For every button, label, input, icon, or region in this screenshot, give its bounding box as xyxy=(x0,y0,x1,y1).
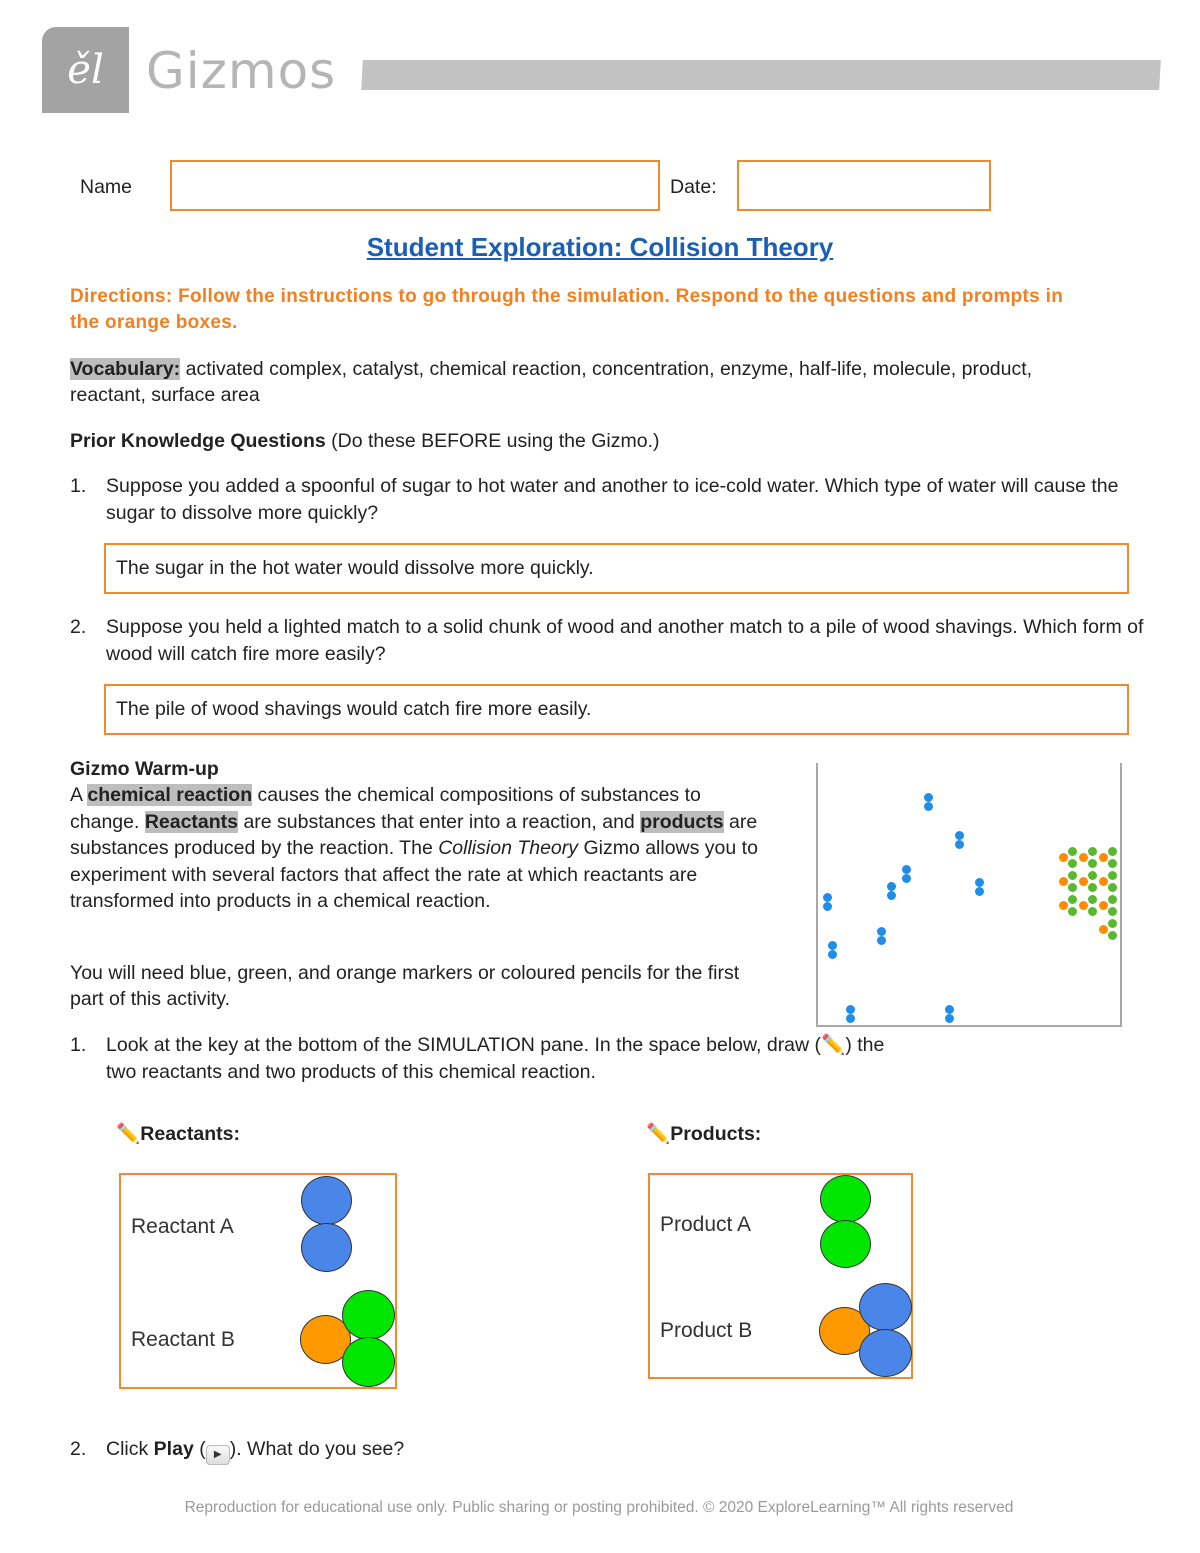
product-molecule-atom xyxy=(1068,883,1077,892)
answer-box-1[interactable]: The sugar in the hot water would dissolve more quickly. xyxy=(104,543,1129,594)
product-molecule-atom xyxy=(1088,871,1097,880)
product-b-label: Product B xyxy=(660,1319,753,1342)
warmup-heading: Gizmo Warm-up xyxy=(70,758,219,780)
product-a-atom xyxy=(820,1175,871,1223)
product-molecule-atom xyxy=(1099,925,1108,934)
product-molecule-atom xyxy=(1079,877,1088,886)
product-a-atom xyxy=(820,1220,871,1268)
prior-note: (Do these BEFORE using the Gizmo.) xyxy=(325,430,660,452)
reactant-molecule-atom xyxy=(975,878,984,887)
reactant-molecule-atom xyxy=(902,865,911,874)
pencil-icon: ✏️ xyxy=(821,1034,846,1056)
reactant-molecule-atom xyxy=(902,874,911,883)
product-b-atom xyxy=(859,1329,912,1377)
directions: Directions: Follow the instructions to go through the simulation. Respond to the questions and prompts in the orange boxes. xyxy=(70,286,1064,333)
warmup-paragraph: A chemical reaction causes the chemical compositions of substances to change. Reactants are substances that enter into a reaction, and products are substances produced by the reaction. The Collision Theory Gizmo allows you to experiment with several factors that affect the rate at which reactants are transformed into products in a chemical reaction. xyxy=(70,784,758,912)
product-b-atom xyxy=(859,1283,912,1331)
product-molecule-atom xyxy=(1108,931,1117,940)
materials-paragraph: You will need blue, green, and orange markers or coloured pencils for the first part of this activity. xyxy=(70,962,740,1010)
vocabulary xyxy=(70,356,1070,408)
product-molecule-atom xyxy=(1088,907,1097,916)
reactant-molecule-atom xyxy=(975,887,984,896)
reactant-molecule-atom xyxy=(828,941,837,950)
product-molecule-atom xyxy=(1088,883,1097,892)
product-molecule-atom xyxy=(1088,859,1097,868)
prior-question-2 xyxy=(70,614,1150,668)
product-molecule-atom xyxy=(1108,895,1117,904)
prior-question-1 xyxy=(70,473,1150,527)
name-label: Name xyxy=(80,176,133,198)
reactant-molecule-atom xyxy=(846,1014,855,1023)
product-molecule-atom xyxy=(1068,895,1077,904)
reactant-molecule-atom xyxy=(877,927,886,936)
term-chemical-reaction: chemical reaction xyxy=(87,784,253,806)
vocabulary-terms: activated complex, catalyst, chemical reaction, concentration, enzyme, half-life, molecule, product, reactant, surface area xyxy=(70,358,1033,406)
explorelearning-logo: ěl xyxy=(42,27,129,113)
product-molecule-atom xyxy=(1088,847,1097,856)
product-molecule-atom xyxy=(1108,919,1117,928)
reactant-molecule-atom xyxy=(924,802,933,811)
reactant-b-atom xyxy=(342,1290,395,1340)
product-molecule-atom xyxy=(1108,859,1117,868)
product-molecule-atom xyxy=(1108,907,1117,916)
prior-heading: Prior Knowledge Questions xyxy=(70,430,326,452)
pencil-icon: ✏️ xyxy=(646,1123,671,1145)
product-molecule-atom xyxy=(1059,877,1068,886)
reactant-a-label: Reactant A xyxy=(131,1215,234,1238)
reactants-drawing-box[interactable] xyxy=(119,1173,397,1389)
reactant-molecule-atom xyxy=(945,1005,954,1014)
question-number: 1. xyxy=(70,475,87,497)
pencil-icon: ✏️ xyxy=(116,1123,141,1145)
reactant-molecule-atom xyxy=(887,891,896,900)
term-products: products xyxy=(640,810,724,833)
product-molecule-atom xyxy=(1059,901,1068,910)
reactant-molecule-atom xyxy=(846,1005,855,1014)
header-bar xyxy=(361,60,1161,90)
product-molecule-atom xyxy=(1088,895,1097,904)
answer-box-2[interactable]: The pile of wood shavings would catch fire more easily. xyxy=(104,684,1129,735)
name-field[interactable] xyxy=(170,160,660,211)
product-molecule-atom xyxy=(1108,847,1117,856)
reactant-molecule-atom xyxy=(955,831,964,840)
product-molecule-atom xyxy=(1099,853,1108,862)
warmup-question-2: 2. Click Play ( ▶ ). What do you see? xyxy=(70,1436,1150,1465)
product-molecule-atom xyxy=(1108,883,1117,892)
product-molecule-atom xyxy=(1068,871,1077,880)
product-molecule-atom xyxy=(1099,877,1108,886)
question-number: 2. xyxy=(70,616,87,638)
date-label: Date: xyxy=(670,176,717,198)
product-molecule-atom xyxy=(1068,907,1077,916)
prior-knowledge-heading xyxy=(70,428,660,454)
question-text: Suppose you held a lighted match to a solid chunk of wood and another match to a pile of wood shavings. Which form of wood will catch fire more easily? xyxy=(106,616,1144,665)
reactant-a-atom xyxy=(301,1223,352,1272)
product-molecule-atom xyxy=(1099,901,1108,910)
product-molecule-atom xyxy=(1059,853,1068,862)
product-molecule-atom xyxy=(1079,901,1088,910)
reactant-molecule-atom xyxy=(955,840,964,849)
reactant-a-atom xyxy=(301,1176,352,1225)
reactant-molecule-atom xyxy=(828,950,837,959)
simulation-snapshot xyxy=(816,763,1122,1027)
reactant-b-atom xyxy=(342,1337,395,1387)
products-drawing-box[interactable] xyxy=(648,1173,913,1379)
date-field[interactable] xyxy=(737,160,991,211)
play-icon: ▶ xyxy=(206,1445,230,1465)
page-title: Student Exploration: Collision Theory xyxy=(366,232,834,262)
reactant-b-label: Reactant B xyxy=(131,1328,235,1351)
product-molecule-atom xyxy=(1068,847,1077,856)
product-molecule-atom xyxy=(1108,871,1117,880)
products-heading: ✏️Products: xyxy=(646,1123,762,1145)
reactants-heading: ✏️Reactants: xyxy=(116,1123,240,1145)
reactant-molecule-atom xyxy=(945,1014,954,1023)
reactant-molecule-atom xyxy=(877,936,886,945)
gizmos-brand: Gizmos xyxy=(146,42,337,100)
reactant-molecule-atom xyxy=(823,893,832,902)
footer-copyright: Reproduction for educational use only. Public sharing or posting prohibited. © 2020 ExploreLearning™ All rights reserved xyxy=(184,1499,1014,1516)
term-reactants: Reactants xyxy=(144,810,239,833)
reactant-molecule-atom xyxy=(887,882,896,891)
product-a-label: Product A xyxy=(660,1213,752,1236)
product-molecule-atom xyxy=(1068,859,1077,868)
vocabulary-label: Vocabulary: xyxy=(70,358,181,380)
question-text: Suppose you added a spoonful of sugar to hot water and another to ice-cold water. Which type of water will cause the sugar to dissolve more quickly? xyxy=(106,475,1119,524)
reactant-molecule-atom xyxy=(924,793,933,802)
product-molecule-atom xyxy=(1079,853,1088,862)
warmup-question-1: 1. Look at the key at the bottom of the SIMULATION pane. In the space below, draw (✏️) the two reactants and two products of this chemical reaction. xyxy=(70,1034,885,1083)
reactant-molecule-atom xyxy=(823,902,832,911)
